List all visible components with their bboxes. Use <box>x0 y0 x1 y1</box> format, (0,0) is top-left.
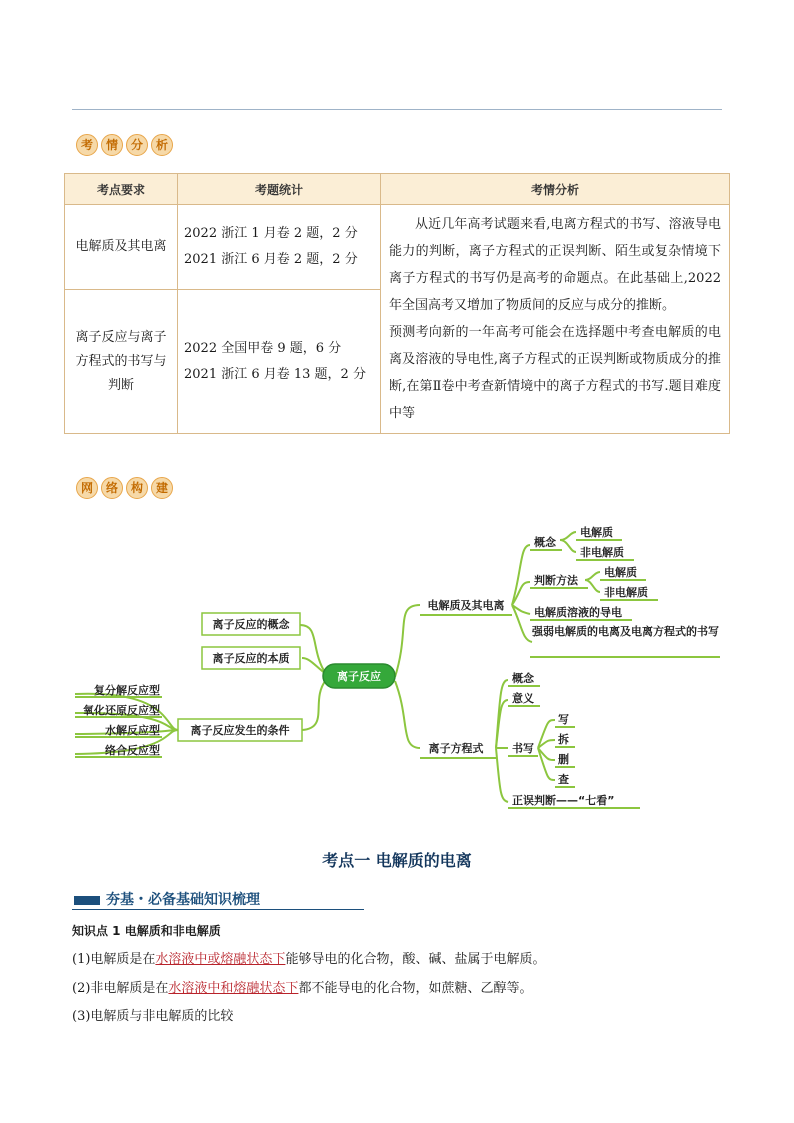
requirement-cell: 离子反应与离子方程式的书写与判断 <box>65 290 178 434</box>
table-row <box>65 205 730 290</box>
judge-item: 非电解质 <box>604 586 648 599</box>
center-label: 离子反应 <box>337 670 381 683</box>
badge-char: 情 <box>101 134 123 156</box>
concept-item: 电解质 <box>580 526 613 539</box>
writing-step: 删 <box>558 753 569 766</box>
text-run: (2)非电解质是在 <box>72 981 169 996</box>
header-requirement: 考点要求 <box>65 174 178 205</box>
paragraph-nonelectrolyte <box>72 977 532 996</box>
stat-line: 2022 浙江 1 月卷 2 题，2 分 <box>184 226 358 242</box>
branch-electrolyte: 电解质及其电离 <box>427 599 505 612</box>
node-reaction-conditions: 离子反应发生的条件 <box>190 724 290 737</box>
equation-meaning: 意义 <box>512 692 534 705</box>
header-analysis: 考情分析 <box>381 174 730 205</box>
network-badge <box>76 477 173 499</box>
stat-line: 2021 浙江 6 月卷 2 题，2 分 <box>184 252 358 268</box>
badge-char: 析 <box>151 134 173 156</box>
underlined-term: 水溶液中或熔融状态下 <box>155 952 286 967</box>
requirement-cell: 电解质及其电离 <box>65 205 178 290</box>
section-title: 考点一 电解质的电离 <box>322 851 472 870</box>
analysis-paragraph: 预测考向新的一年高考可能会在选择题中考查电解质的电离及溶液的导电性,离子方程式的正误判断或物质成分的推断,在第Ⅱ卷中考查新情境中的离子方程式的书写.题目难度中等 <box>389 325 721 421</box>
equation-writing: 书写 <box>512 742 534 755</box>
center-node <box>323 664 395 688</box>
badge-char: 构 <box>126 477 148 499</box>
knowledge-banner <box>72 888 364 912</box>
condition-type: 水解反应型 <box>105 724 160 737</box>
equation-concept: 概念 <box>512 672 534 685</box>
badge-char: 考 <box>76 134 98 156</box>
judge-item: 电解质 <box>604 566 637 579</box>
text-run: 都不能导电的化合物，如蔗糖、乙醇等。 <box>298 981 533 996</box>
branch-equation: 离子方程式 <box>428 742 484 755</box>
exam-analysis-badge <box>76 134 173 156</box>
analysis-cell <box>381 205 730 434</box>
electrolyte-ionization: 强弱电解质的电离及电离方程式的书写 <box>532 625 719 638</box>
statistics-cell <box>178 205 381 290</box>
electrolyte-concept: 概念 <box>534 536 556 549</box>
ion-reaction-mindmap <box>0 515 794 820</box>
table-header-row <box>65 174 730 205</box>
badge-char: 网 <box>76 477 98 499</box>
text-run: 能够导电的化合物，酸、碱、盐属于电解质。 <box>285 952 546 967</box>
condition-type: 复分解反应型 <box>94 684 160 697</box>
statistics-cell <box>178 290 381 434</box>
badge-char: 建 <box>151 477 173 499</box>
badge-char: 络 <box>101 477 123 499</box>
concept-item: 非电解质 <box>580 546 624 559</box>
exam-analysis-table <box>64 173 730 434</box>
badge-char: 分 <box>126 134 148 156</box>
condition-type: 络合反应型 <box>105 744 160 757</box>
node-ion-reaction-concept: 离子反应的概念 <box>212 618 290 631</box>
left-nodes <box>83 613 302 757</box>
electrolyte-conductivity: 电解质溶液的导电 <box>534 606 622 619</box>
banner-underline <box>72 909 364 910</box>
stat-line: 2021 浙江 6 月卷 13 题，2 分 <box>184 366 366 382</box>
right-nodes <box>428 525 723 807</box>
stat-line: 2022 全国甲卷 9 题，6 分 <box>184 340 342 356</box>
electrolyte-judge: 判断方法 <box>534 574 578 587</box>
writing-step: 查 <box>558 773 569 786</box>
paragraph-comparison: (3)电解质与非电解质的比较 <box>72 1009 234 1024</box>
text-run: (1)电解质是在 <box>72 952 156 967</box>
knowledge-point-title: 知识点 1 电解质和非电解质 <box>72 924 221 938</box>
top-divider <box>72 109 722 110</box>
condition-type: 氧化还原反应型 <box>83 704 160 717</box>
paragraph-electrolyte <box>72 948 545 967</box>
underlined-term: 水溶液中和熔融状态下 <box>168 981 299 996</box>
electrolyte-ionization-wrap <box>532 625 722 657</box>
writing-step: 写 <box>558 713 569 726</box>
equation-judgement: 正误判断——“七看” <box>512 794 615 807</box>
banner-bar <box>74 896 100 905</box>
writing-step: 拆 <box>558 733 569 746</box>
node-ion-reaction-essence: 离子反应的本质 <box>212 652 290 665</box>
analysis-paragraph: 从近几年高考试题来看,电离方程式的书写、溶液导电能力的判断，离子方程式的正误判断、陌生或复杂情境下离子方程式的书写仍是高考的命题点。在此基础上,2022 年全国高考又增加了物质间的反应与成分的推断。 <box>389 217 721 313</box>
banner-label: 夯基・必备基础知识梳理 <box>106 892 260 908</box>
header-statistics: 考题统计 <box>178 174 381 205</box>
